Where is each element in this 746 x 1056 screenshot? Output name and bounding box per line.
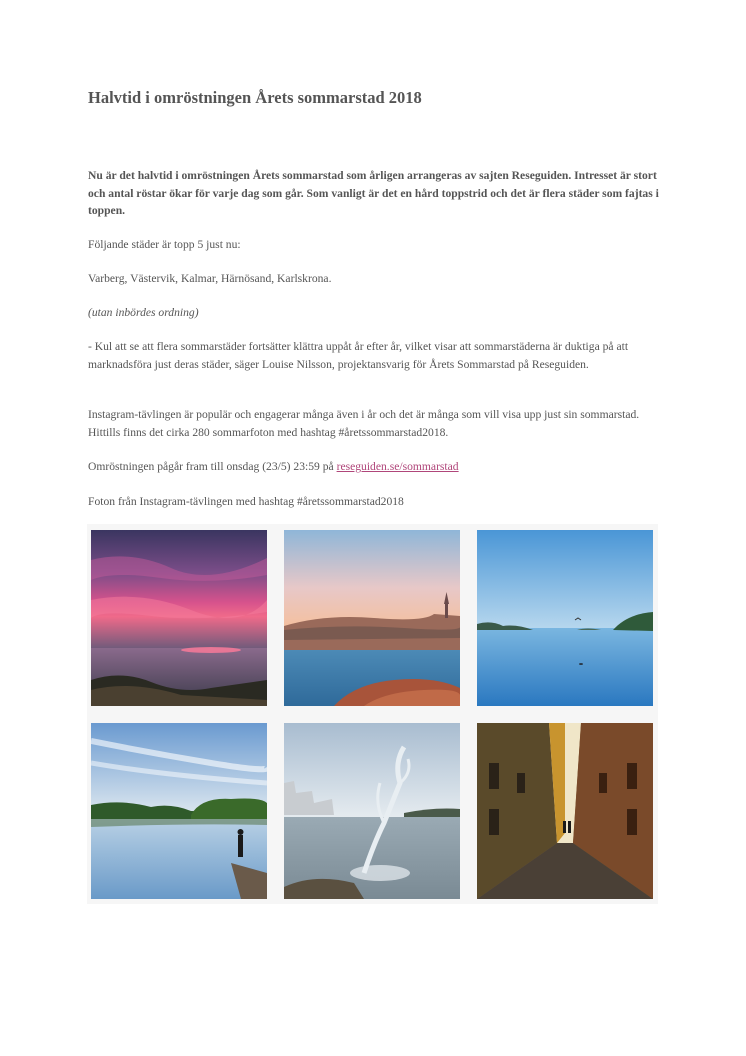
photo-gallery bbox=[87, 524, 658, 904]
vote-deadline-text: Omröstningen pågår fram till onsdag (23/5) 23:59 på bbox=[88, 460, 337, 473]
top5-cities: Varberg, Västervik, Kalmar, Härnösand, Karlskrona. bbox=[88, 272, 332, 285]
lead-paragraph: Nu är det halvtid i omröstningen Årets sommarstad som årligen arrangeras av sajten Reseguiden. Intresset är stort och antal röstar ökar för varje dag som går. Som vanligt är det en hård toppstrid och det är flera städer som fajtas i toppen. bbox=[88, 169, 659, 218]
instagram-paragraph: Instagram-tävlingen är populär och engagerar många även i år och det är många som vill visa upp just sin sommarstad. Hittills finns det cirka 280 sommarfoton med hashtag #åretssommarstad2018. bbox=[88, 408, 640, 439]
gallery-caption: Foton från Instagram-tävlingen med hashtag #åretssommarstad2018 bbox=[88, 495, 404, 508]
reseguiden-link[interactable]: reseguiden.se/sommarstad bbox=[336, 460, 459, 473]
photo-lake-jetty bbox=[91, 723, 267, 899]
order-note: (utan inbördes ordning) bbox=[88, 306, 199, 319]
photo-water-splash bbox=[284, 723, 460, 899]
article-title: Halvtid i omröstningen Årets sommarstad 2018 bbox=[88, 88, 422, 107]
top5-intro: Följande städer är topp 5 just nu: bbox=[88, 238, 241, 251]
vote-deadline-paragraph bbox=[88, 458, 668, 476]
photo-sunset-sea bbox=[91, 530, 267, 706]
quote-paragraph: - Kul att se att flera sommarstäder fortsätter klättra uppåt år efter år, vilket visar att sommarstäderna är duktiga på att marknadsföra just deras städer, säger Louise Nilsson, projektansvarig för Årets Sommarstad på Reseguiden. bbox=[88, 340, 629, 371]
photo-old-town-alley bbox=[477, 723, 653, 899]
photo-archipelago-town bbox=[284, 530, 460, 706]
photo-calm-sea bbox=[477, 530, 653, 706]
